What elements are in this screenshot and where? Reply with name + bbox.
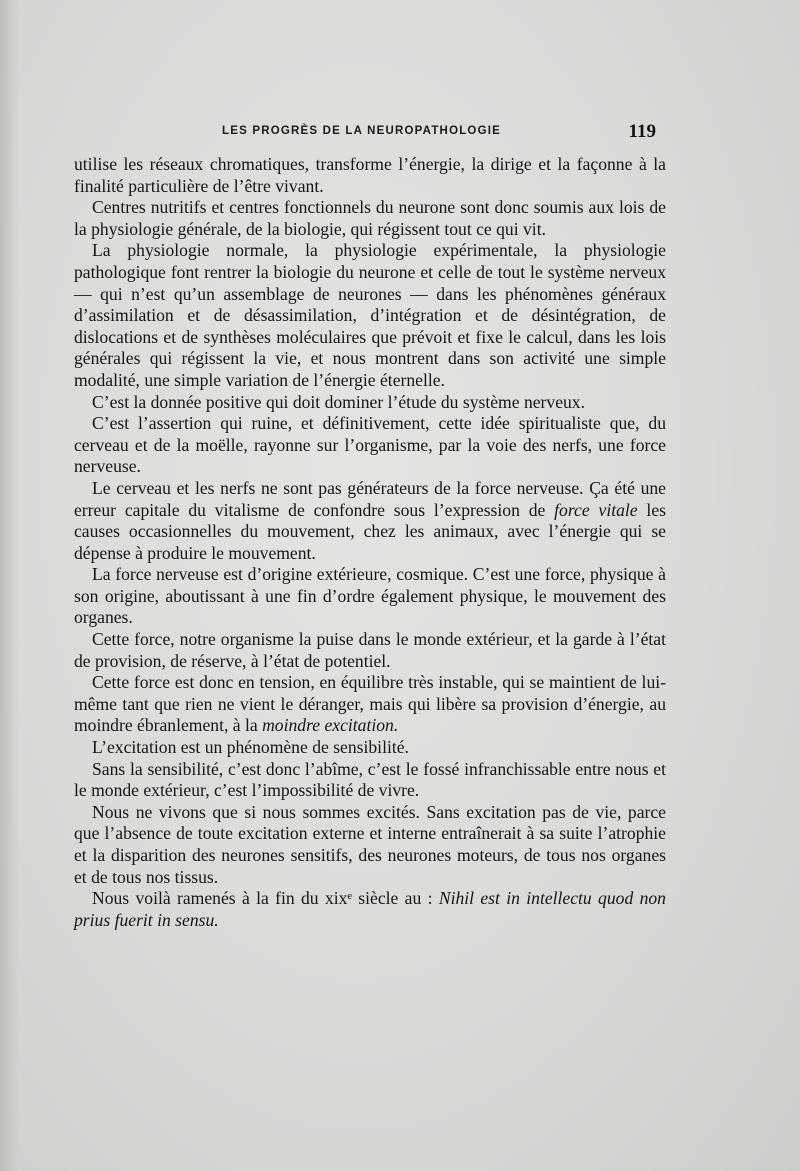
paragraph: Cette force, notre organisme la puise dans le monde extérieur, et la garde à l’état de provision, de réserve, à l’état de potentiel. — [74, 629, 666, 671]
paragraph — [74, 888, 666, 931]
paragraph: C’est la donnée positive qui doit dominer l’étude du système nerveux. — [92, 391, 586, 412]
paragraph-text: Le cerveau et les nerfs ne sont pas générateurs de la force nerveuse. Ça été une erreur capitale du vitalisme de confondre sous l’expression de — [74, 477, 666, 520]
paragraph-continuation: utilise les réseaux chromatiques, transforme l’énergie, la dirige et la façonne à la finalité particulière de l’être vivant. — [74, 154, 666, 196]
italic-term: moindre excitation. — [262, 715, 399, 736]
page-body — [74, 154, 666, 931]
paragraph: La physiologie normale, la physiologie expérimentale, la physiologie pathologique font rentrer la biologie du neurone et celle de tout le système nerveux — qui n’est qu’un assemblage de neurones — dans les phénomènes généraux d’assimilation et de désassimilation, d’intégration et de désintégration, de dislocations et de synthèses moléculaires que prévoit et fixe le calcul, dans les lois générales qui régissent la vie, et nous montrent dans son activité une simple modalité, une simple variation de l’énergie éternelle. — [74, 240, 666, 390]
paragraph: Centres nutritifs et centres fonctionnels du neurone sont donc soumis aux lois de la physiologie générale, de la biologie, qui régissent tout ce qui vit. — [74, 197, 666, 239]
page-header — [72, 120, 662, 144]
paragraph-text: les causes occasionnelles du mouvement, chez les animaux, avec l’énergie qui se dépense à produire le mouvement. — [74, 499, 666, 563]
paragraph-text: Cette force est donc en tension, en équilibre très instable, qui se maintient de lui-même tant que rien ne vient le déranger, mais qui libère sa provision d’énergie, au moindre ébranlement, à la — [74, 672, 666, 736]
running-title: LES PROGRÈS DE LA NEUROPATHOLOGIE — [222, 125, 501, 137]
page-number: 119 — [628, 121, 656, 142]
paragraph: L’excitation est un phénomène de sensibilité. — [92, 737, 409, 758]
paragraph — [74, 478, 666, 564]
paragraph: Sans la sensibilité, c’est donc l’abîme, c’est le fossé infranchissable entre nous et le monde extérieur, c’est l’impossibilité de vivre. — [74, 758, 666, 801]
paragraph: La force nerveuse est d’origine extérieure, cosmique. C’est une force, physique à son origine, aboutissant à une fin d’ordre également physique, le mouvement des organes. — [74, 564, 666, 628]
paragraph: Nous ne vivons que si nous sommes excités. Sans excitation pas de vie, parce que l’absence de toute excitation externe et interne entraînerait à sa suite l’atrophie et la disparition des neurones sensitifs, des neurones moteurs, de tous nos organes et de tous nos tissus. — [74, 801, 666, 887]
paragraph-text: Nous voilà ramenés à la fin du xixᵉ siècle au : — [92, 888, 439, 909]
paragraph: C’est l’assertion qui ruine, et définitivement, cette idée spiritualiste que, du cerveau et de la moëlle, rayonne sur l’organisme, par la voie des nerfs, une force nerveuse. — [74, 413, 666, 477]
paragraph — [74, 672, 666, 737]
italic-term: force vitale — [554, 499, 638, 520]
latin-quote: Nihil est in intellectu quod non prius fuerit in sensu. — [74, 888, 666, 930]
